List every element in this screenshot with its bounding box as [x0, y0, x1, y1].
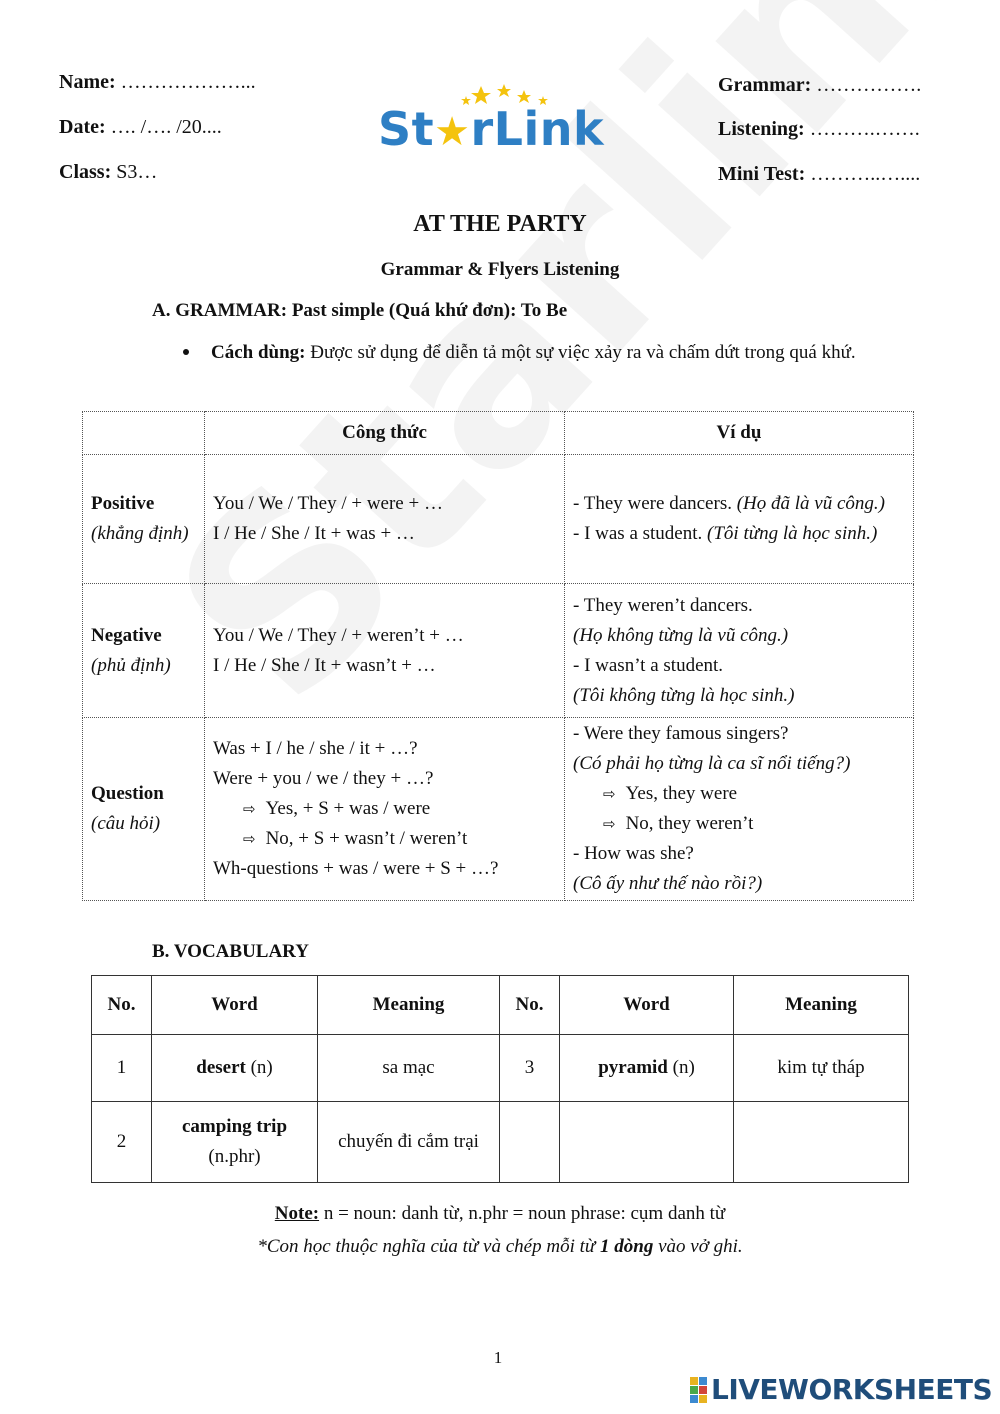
grammar-table: [82, 411, 914, 901]
header-word: Word: [560, 976, 734, 1035]
negative-label: Negative: [91, 624, 162, 646]
tip-text: *Con học thuộc nghĩa của từ và chép mỗi từ: [257, 1236, 600, 1257]
header-meaning: Meaning: [318, 976, 500, 1035]
positive-example: - I was a student.: [573, 523, 708, 544]
note-text: n = noun: danh từ, n.phr = noun phrase: cụm danh từ: [319, 1203, 726, 1224]
logo-text-left: St: [378, 102, 435, 156]
vocab-word-cell: [560, 1035, 734, 1102]
liveworksheets-wordmark: LIVEWORKSHEETS: [711, 1373, 993, 1406]
question-example-answer-line: [573, 779, 905, 809]
name-label: Name:: [59, 71, 116, 93]
vocab-no: 3: [500, 1035, 560, 1102]
vocab-no: [500, 1102, 560, 1183]
question-example: - How was she?: [573, 843, 694, 864]
arrow-right-icon: ⇨: [603, 815, 616, 833]
negative-example-cell: [565, 584, 914, 718]
grammar-score-field: [718, 75, 921, 95]
date-label: Date:: [59, 116, 106, 138]
section-b-heading: B. VOCABULARY: [152, 941, 309, 962]
question-example-answer: Yes, they were: [625, 783, 738, 804]
logo-text-right: rLink: [470, 102, 605, 156]
usage-bullet: [183, 342, 856, 364]
negative-example-vn: (Tôi không từng là học sinh.): [573, 684, 795, 706]
positive-row: [83, 455, 914, 584]
arrow-right-icon: ⇨: [243, 800, 256, 818]
date-value: …. /…. /20....: [110, 116, 222, 138]
positive-formula-line: You / We / They / + were + …: [213, 493, 443, 514]
liveworksheets-grid-icon: [690, 1377, 707, 1403]
tip-text-end: vào vở ghi.: [653, 1236, 743, 1257]
grammar-score-label: Grammar:: [718, 74, 812, 96]
grammar-score-value: …………….: [816, 74, 922, 96]
vocab-no: 2: [92, 1102, 152, 1183]
vocab-meaning: kim tự tháp: [734, 1035, 909, 1102]
question-answer-line: [213, 824, 556, 854]
negative-label-cell: [83, 584, 205, 718]
question-formula-line: Were + you / we / they + …?: [213, 768, 434, 789]
question-label-vn: (câu hỏi): [91, 813, 161, 834]
listening-score-value: ……….…….: [809, 118, 920, 140]
tip-bold: 1 dòng: [600, 1236, 654, 1257]
liveworksheets-logo[interactable]: [690, 1373, 992, 1407]
positive-example-vn: (Họ đã là vũ công.): [736, 493, 885, 514]
question-example-vn: (Có phải họ từng là ca sĩ nổi tiếng?): [573, 753, 851, 774]
question-answer-line: [213, 794, 556, 824]
negative-formula-line: You / We / They / + weren’t + …: [213, 624, 464, 646]
positive-label-vn: (khẳng định): [91, 523, 189, 544]
minitest-score-label: Mini Test:: [718, 163, 806, 185]
minitest-score-field: [718, 164, 920, 184]
question-example-vn: (Cô ấy như thế nào rồi?): [573, 873, 763, 894]
vocab-type: (n.phr): [208, 1146, 261, 1167]
vocab-word: camping trip: [181, 1116, 288, 1137]
logo-wordmark: [378, 102, 605, 156]
question-row: [83, 718, 914, 901]
vocab-word: pyramid: [598, 1057, 668, 1078]
positive-example: - They were dancers.: [573, 493, 737, 514]
page-subtitle: Grammar & Flyers Listening: [380, 259, 620, 280]
minitest-score-value: ………..…....: [810, 163, 921, 185]
question-label: Question: [91, 783, 164, 804]
negative-label-vn: (phủ định): [91, 654, 171, 676]
arrow-right-icon: ⇨: [603, 785, 616, 803]
header-meaning: Meaning: [734, 976, 909, 1035]
question-example-cell: [565, 718, 914, 901]
negative-example: - I wasn’t a student.: [573, 654, 724, 676]
class-value: S3…: [116, 161, 158, 183]
grammar-table-header: [83, 412, 914, 455]
vocab-word-cell: [560, 1102, 734, 1183]
class-field: [59, 162, 157, 182]
table-row: [92, 1102, 909, 1183]
bullet-icon: [183, 349, 189, 355]
negative-example: - They weren’t dancers.: [573, 594, 753, 616]
header-example: Ví dụ: [565, 412, 914, 455]
vocab-word-cell: [152, 1035, 318, 1102]
note: [0, 1203, 1000, 1225]
vocab-word-cell: [152, 1102, 318, 1183]
question-answer: Yes, + S + was / were: [265, 798, 431, 819]
positive-label: Positive: [91, 493, 155, 514]
page-title: AT THE PARTY: [413, 211, 587, 237]
negative-formula-cell: [205, 584, 565, 718]
positive-example-cell: [565, 455, 914, 584]
section-a-heading: A. GRAMMAR: Past simple (Quá khứ đơn): To Be: [152, 300, 568, 321]
positive-formula-cell: [205, 455, 565, 584]
vocabulary-table-header: [92, 976, 909, 1035]
arrow-right-icon: ⇨: [243, 830, 256, 848]
question-example-answer-line: [573, 809, 905, 839]
question-formula-cell: [205, 718, 565, 901]
question-answer: No, + S + wasn’t / weren’t: [265, 828, 468, 849]
vocab-meaning: chuyến đi cắm trại: [318, 1102, 500, 1183]
starlink-logo: [378, 84, 628, 156]
vocabulary-table: [91, 975, 909, 1183]
usage-text: Được sử dụng để diễn tả một sự việc xảy ra và chấm dứt trong quá khứ.: [305, 342, 856, 363]
class-label: Class:: [59, 161, 112, 183]
question-example: - Were they famous singers?: [573, 723, 789, 744]
header-no: No.: [500, 976, 560, 1035]
positive-label-cell: [83, 455, 205, 584]
question-formula-line: Was + I / he / she / it + …?: [213, 738, 418, 759]
header-empty: [83, 412, 205, 455]
page-number: 1: [493, 1348, 503, 1367]
listening-score-field: [718, 119, 920, 139]
negative-example-vn: (Họ không từng là vũ công.): [573, 624, 789, 646]
table-row: [92, 1035, 909, 1102]
logo-star-icon: ★: [434, 109, 471, 155]
date-field: [59, 117, 222, 137]
question-label-cell: [83, 718, 205, 901]
header-formula: Công thức: [205, 412, 565, 455]
header-word: Word: [152, 976, 318, 1035]
note-label: Note:: [274, 1203, 320, 1224]
study-tip: [0, 1236, 1000, 1258]
vocab-meaning: sa mạc: [318, 1035, 500, 1102]
vocab-word: desert: [196, 1057, 246, 1078]
positive-example-vn: (Tôi từng là học sinh.): [707, 523, 878, 544]
vocab-type: (n): [245, 1057, 273, 1078]
question-example-answer: No, they weren’t: [625, 813, 754, 834]
usage-label: Cách dùng:: [211, 342, 306, 363]
vocab-no: 1: [92, 1035, 152, 1102]
header-no: No.: [92, 976, 152, 1035]
listening-score-label: Listening:: [718, 118, 805, 140]
negative-formula-line: I / He / She / It + wasn’t + …: [213, 654, 436, 676]
question-formula-line: Wh-questions + was / were + S + …?: [213, 858, 499, 879]
vocab-type: (n): [667, 1057, 695, 1078]
name-field: [59, 72, 256, 92]
negative-row: [83, 584, 914, 718]
positive-formula-line: I / He / She / It + was + …: [213, 523, 415, 544]
vocab-meaning: [734, 1102, 909, 1183]
name-value: ………………...: [120, 71, 256, 93]
